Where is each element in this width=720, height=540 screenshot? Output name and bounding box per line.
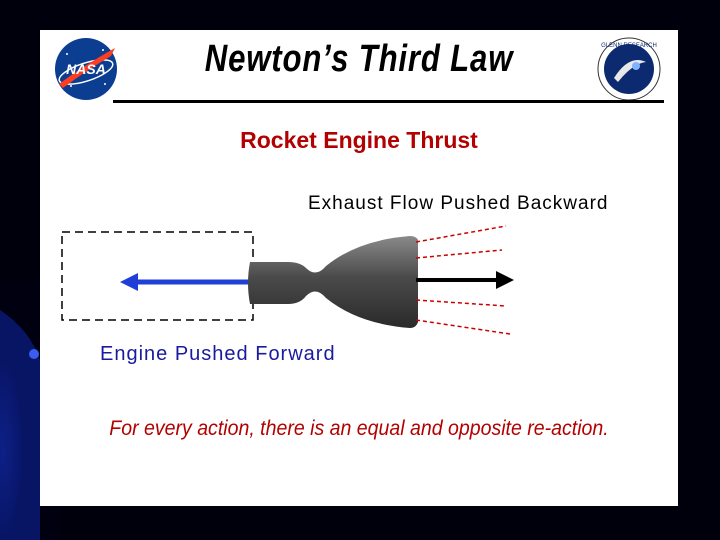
title-divider	[113, 100, 664, 103]
rocket-thrust-diagram	[40, 220, 678, 340]
engine-pushed-label: Engine Pushed Forward	[100, 343, 336, 365]
rocket-nozzle	[248, 236, 418, 328]
forward-arrow	[120, 273, 255, 291]
backward-arrow	[416, 271, 514, 289]
exhaust-label: Exhaust Flow Pushed Backward	[308, 193, 609, 214]
slide-subtitle: Rocket Engine Thrust	[240, 127, 478, 153]
svg-text:GLENN RESEARCH: GLENN RESEARCH	[601, 43, 657, 49]
slide-title: Newton’s Third Law	[204, 38, 514, 80]
engine-outline-box	[62, 232, 253, 320]
slide-panel	[40, 30, 678, 506]
newton-caption: For every action, there is an equal and opposite re-action.	[109, 417, 609, 440]
svg-text:NASA: NASA	[66, 61, 106, 77]
